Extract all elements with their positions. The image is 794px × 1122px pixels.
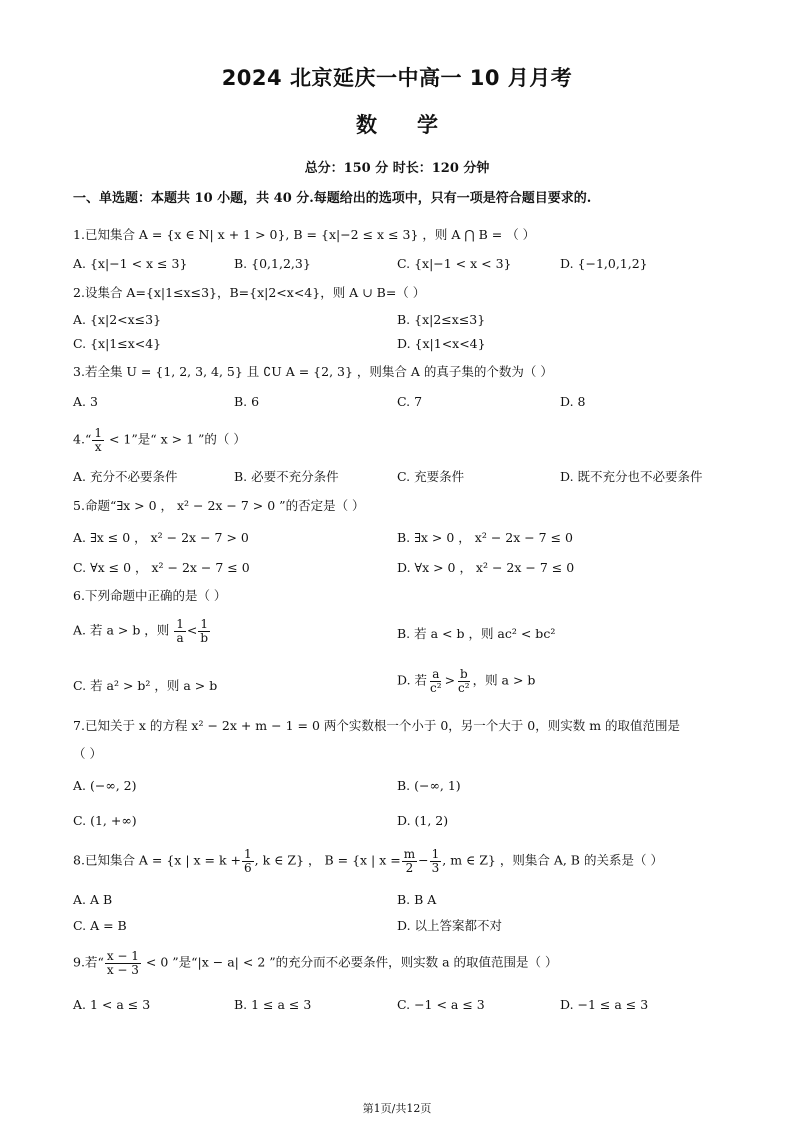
q4-option-b: B. 必要不充分条件 xyxy=(234,469,339,484)
q1-option-a: A. {x|−1 < x ≤ 3} xyxy=(73,256,188,271)
q8-option-b: B. B A xyxy=(397,892,437,907)
q5-option-b: B. ∃x > 0 ， x² − 2x − 7 ≤ 0 xyxy=(397,530,574,545)
q2-option-c: C. {x|1≤x<4} xyxy=(73,336,162,351)
q9-option-d: D. −1 ≤ a ≤ 3 xyxy=(560,997,649,1012)
q7-option-c: C. (1, +∞) xyxy=(73,813,137,828)
q2-option-b: B. {x|2≤x≤3} xyxy=(397,312,486,327)
q4-fraction: $\frac{1}{x}$ xyxy=(94,426,102,454)
question-8: 8.已知集合 A = {x | x = k + $\frac{1}{6}$ , k ∈ Z} ， B = {x | x = $\frac{m}{2}$ − $\frac{1}{3}$ , m ∈ Z} ，则集合 A, B 的关系是（ ） xyxy=(73,847,663,875)
q1-option-c: C. {x|−1 < x < 3} xyxy=(397,256,512,271)
q6-option-c: C. 若 a² > b² ，则 a > b xyxy=(73,678,218,693)
q2-option-a: A. {x|2<x≤3} xyxy=(73,312,162,327)
q3-option-a: A. 3 xyxy=(73,394,98,409)
q8-option-c: C. A = B xyxy=(73,918,127,933)
question-7: 7.已知关于 x 的方程 x² − 2x + m − 1 = 0 两个实数根一个小于 0，另一个大于 0，则实数 m 的取值范围是 xyxy=(73,718,681,733)
q3-option-d: D. 8 xyxy=(560,394,586,409)
q7-option-d: D. (1, 2) xyxy=(397,813,449,828)
question-7-cont: （ ） xyxy=(73,746,102,761)
question-9: 9.若“ $\frac{x - 1}{x - 3}$ < 0 ”是“|x − a| < 2 ”的充分而不必要条件，则实数 a 的取值范围是（ ） xyxy=(73,949,558,977)
subject-char-1: 数 xyxy=(356,113,377,137)
question-1: 1.已知集合 A = {x ∈ N| x + 1 > 0}, B = {x|−2 ≤ x ≤ 3} ，则 A ⋂ B = （ ） xyxy=(73,227,536,242)
subject-char-2: 学 xyxy=(417,113,438,137)
question-3: 3.若全集 U = {1, 2, 3, 4, 5} 且 ∁U A = {2, 3} ，则集合 A 的真子集的个数为（ ） xyxy=(73,364,553,379)
question-4: 4.“ $\frac{1}{x}$ < 1”是“ x > 1 ”的（ ） xyxy=(73,426,246,454)
q8-option-d: D. 以上答案都不对 xyxy=(397,918,503,933)
q1-option-d: D. {−1,0,1,2} xyxy=(560,256,648,271)
q4-option-a: A. 充分不必要条件 xyxy=(73,469,178,484)
q4-option-c: C. 充要条件 xyxy=(397,469,465,484)
question-5: 5.命题“∃x > 0 ， x² − 2x − 7 > 0 ”的否定是（ ） xyxy=(73,498,365,513)
question-2: 2.设集合 A={x|1≤x≤3}，B={x|2<x<4}，则 A ∪ B=（ ） xyxy=(73,285,426,300)
section-title: 一、单选题：本题共 10 小题，共 40 分.每题给出的选项中，只有一项是符合题目要求的. xyxy=(73,191,592,206)
exam-title: 2024 北京延庆一中高一 10 月月考 xyxy=(221,66,573,90)
q3-option-c: C. 7 xyxy=(397,394,423,409)
q9-option-a: A. 1 < a ≤ 3 xyxy=(73,997,151,1012)
q8-option-a: A. A B xyxy=(73,892,113,907)
exam-meta: 总分：150 分 时长：120 分钟 xyxy=(304,161,490,176)
q9-option-b: B. 1 ≤ a ≤ 3 xyxy=(234,997,312,1012)
q7-option-a: A. (−∞, 2) xyxy=(73,778,137,793)
q7-option-b: B. (−∞, 1) xyxy=(397,778,461,793)
q5-option-d: D. ∀x > 0 ， x² − 2x − 7 ≤ 0 xyxy=(397,560,575,575)
q3-option-b: B. 6 xyxy=(234,394,260,409)
q6-option-a: A. 若 a > b ，则 $\frac{1}{a}$ < $\frac{1}{b}$ xyxy=(73,617,209,645)
question-6: 6.下列命题中正确的是（ ） xyxy=(73,588,227,603)
q4-option-d: D. 既不充分也不必要条件 xyxy=(560,469,703,484)
q9-option-c: C. −1 < a ≤ 3 xyxy=(397,997,485,1012)
q5-option-a: A. ∃x ≤ 0 ， x² − 2x − 7 > 0 xyxy=(73,530,249,545)
page-footer: 第1页/共12页 xyxy=(362,1102,432,1115)
q5-option-c: C. ∀x ≤ 0 ， x² − 2x − 7 ≤ 0 xyxy=(73,560,250,575)
subject-title xyxy=(0,109,794,139)
q1-option-b: B. {0,1,2,3} xyxy=(234,256,311,271)
q2-option-d: D. {x|1<x<4} xyxy=(397,336,486,351)
q6-option-b: B. 若 a < b ，则 ac² < bc² xyxy=(397,626,556,641)
q6-option-d: D. 若 $\frac{a}{\text{c²}}$ > $\frac{b}{\text{c²}}$ ，则 a > b xyxy=(397,667,536,695)
